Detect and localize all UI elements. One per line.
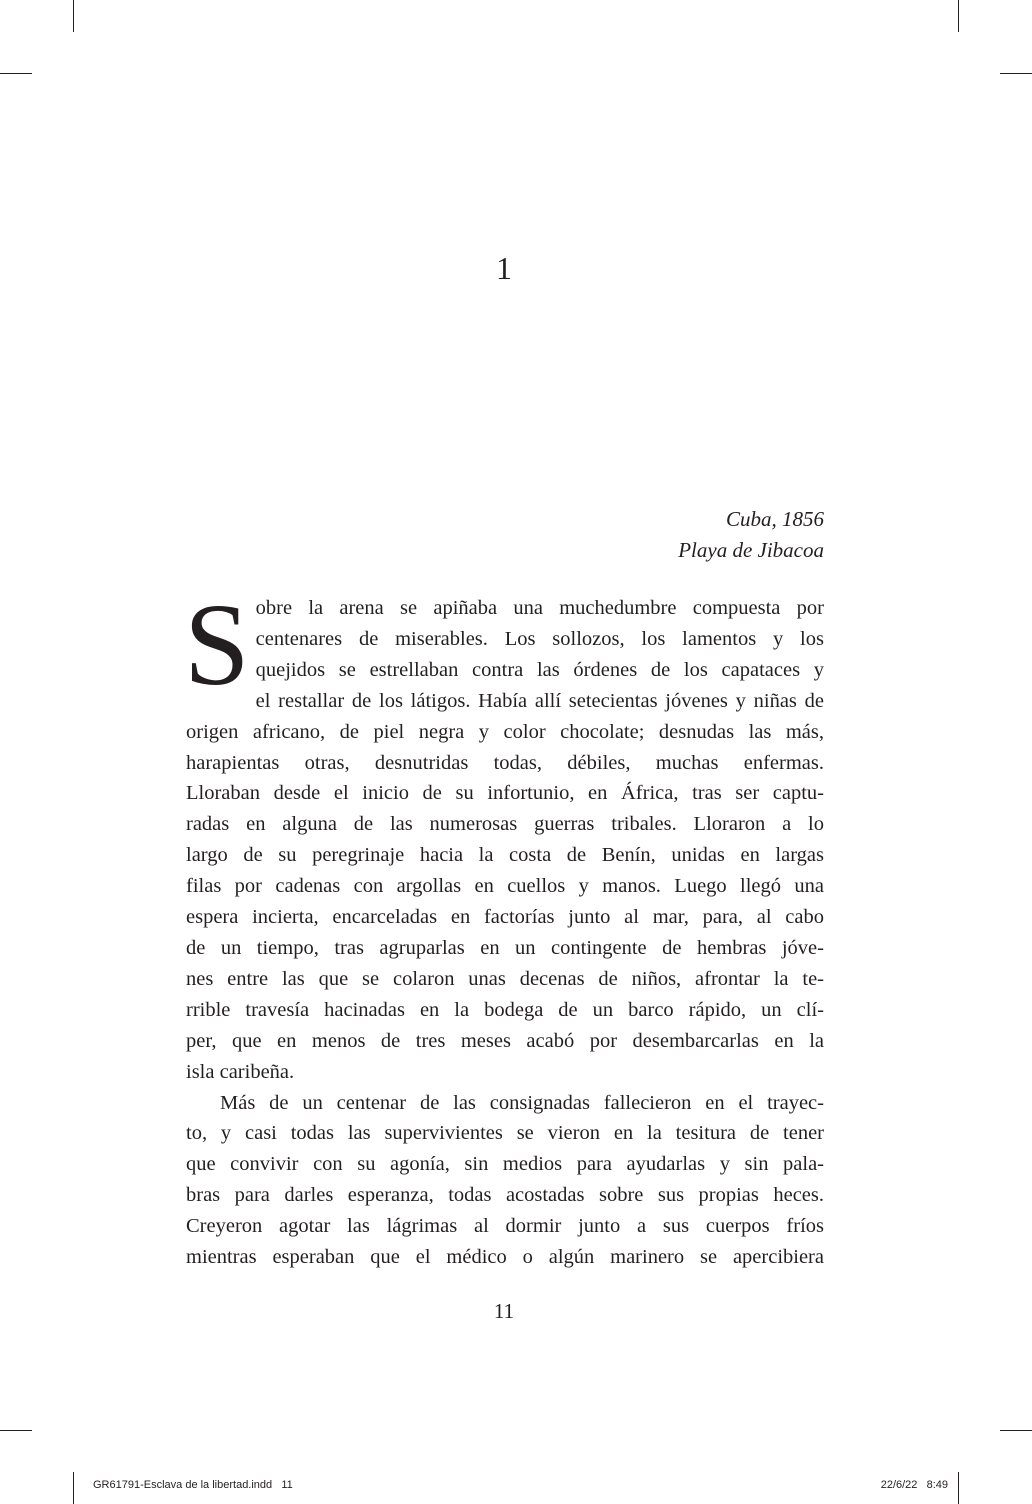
text-line: harapientas otras, desnutridas todas, débiles, muchas enfermas. bbox=[186, 751, 824, 774]
text-line: rrible travesía hacinadas en la bodega de un barco rápido, un clí- bbox=[186, 998, 824, 1021]
text-line: radas en alguna de las numerosas guerras tribales. Lloraron a lo bbox=[186, 813, 824, 836]
text-line: largo de su peregrinaje hacia la costa de Benín, unidas en largas bbox=[186, 844, 824, 867]
page-number: 11 bbox=[493, 1299, 515, 1323]
text-line: obre la arena se apiñaba una muchedumbre compuesta por bbox=[255, 597, 824, 619]
crop-mark bbox=[73, 1472, 74, 1504]
text-line: centenares de miserables. Los sollozos, los lamentos y los bbox=[255, 627, 824, 650]
body-text bbox=[184, 579, 824, 1273]
text-line: espera incierta, encarceladas en factorías junto al mar, para, al cabo bbox=[186, 906, 824, 929]
text-line: to, y casi todas las supervivientes se vieron en la tesitura de tener bbox=[186, 1122, 824, 1145]
crop-mark bbox=[0, 1430, 32, 1431]
text-line: isla caribeña. bbox=[186, 1060, 295, 1083]
text-line: per, que en menos de tres meses acabó por desembarcarlas en la bbox=[186, 1029, 824, 1052]
paragraph-2 bbox=[186, 1088, 824, 1273]
crop-mark bbox=[1000, 73, 1032, 74]
crop-mark bbox=[0, 73, 32, 74]
text-line: Creyeron agotar las lágrimas al dormir junto a sus cuerpos fríos bbox=[186, 1215, 824, 1238]
text-line: mientras esperaban que el médico o algún marinero se apercibiera bbox=[186, 1246, 824, 1269]
text-line: Lloraban desde el inicio de su infortunio, en África, tras ser captu- bbox=[186, 782, 824, 805]
crop-mark bbox=[958, 1472, 959, 1504]
epigraph-place-year: Cuba, 1856 bbox=[725, 507, 824, 531]
text-line: filas por cadenas con argollas en cuellos y manos. Luego llegó una bbox=[186, 875, 824, 898]
slug-filename: GR61791-Esclava de la libertad.indd 11 bbox=[93, 1479, 293, 1491]
epigraph bbox=[678, 504, 824, 566]
crop-mark bbox=[958, 0, 959, 32]
slug-timestamp: 22/6/22 8:49 bbox=[880, 1479, 948, 1491]
crop-mark bbox=[1000, 1430, 1032, 1431]
text-line: Más de un centenar de las consignadas fallecieron en el trayec- bbox=[220, 1091, 824, 1114]
text-line: de un tiempo, tras agruparlas en un contingente de hembras jóve- bbox=[186, 936, 824, 959]
text-line: bras para darles esperanza, todas acostadas sobre sus propias heces. bbox=[186, 1184, 824, 1207]
chapter-number: 1 bbox=[496, 250, 512, 286]
text-line: origen africano, de piel negra y color chocolate; desnudas las más, bbox=[186, 720, 824, 743]
text-line: nes entre las que se colaron unas decenas de niños, afrontar la te- bbox=[186, 967, 824, 990]
epigraph-location: Playa de Jibacoa bbox=[678, 538, 824, 562]
text-line: quejidos se estrellaban contra las órdenes de los capataces y bbox=[255, 658, 824, 681]
text-line: el restallar de los látigos. Había allí setecientas jóvenes y niñas de bbox=[255, 689, 824, 712]
drop-cap: S bbox=[184, 579, 250, 710]
paragraph-1 bbox=[184, 579, 824, 1088]
text-line: que convivir con su agonía, sin medios para ayudarlas y sin pala- bbox=[186, 1153, 824, 1176]
crop-mark bbox=[73, 0, 74, 32]
